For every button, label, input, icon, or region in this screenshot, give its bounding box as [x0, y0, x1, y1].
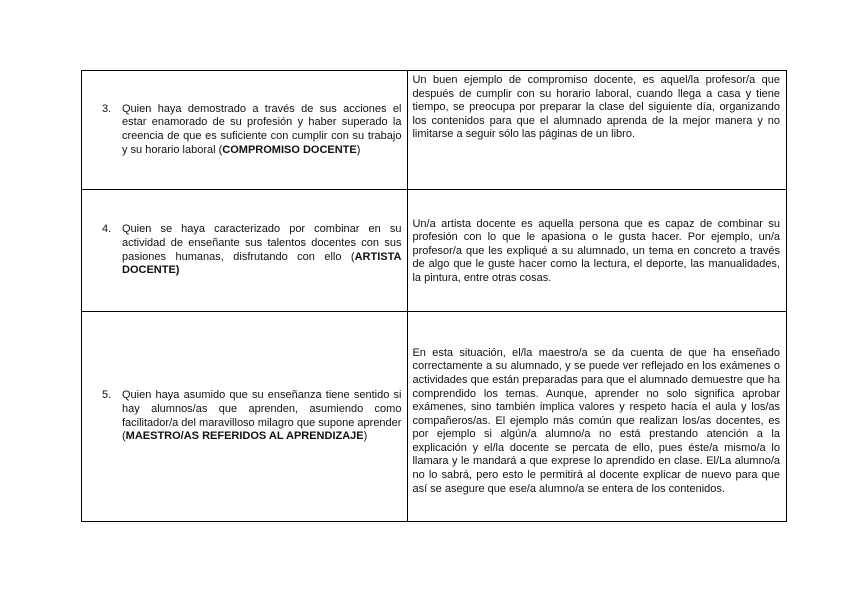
criterion-text: Quien haya asumido que su enseñanza tiene sentido si hay alumnos/as que aprenden, asumiendo como facilitador/a del maravilloso milagro que supone aprender (MAESTRO/AS REFERIDOS AL APRENDIZAJE) — [122, 389, 402, 443]
example-cell — [408, 71, 787, 190]
example-text: En esta situación, el/la maestro/a se da cuenta de que ha enseñado correctamente a su alumnado, y se puede ver reflejado en los exámenes o actividades que están preparadas para que el alumnado demuestre que ha comprendido los temas. Aunque, aprender no solo significa aprobar exámenes, sino también implica valores y respeto hacia el aula y los/as compañeros/as. El ejemplo más común que realizan los/as docentes, es por ejemplo si algún/a alumno/a no está prestando atención a la explicación y el/la docente se percata de ello, pues éste/a mismo/a lo llamara y le mandará a que exprese lo aprendido en clase. El/La alumno/a no lo sabrá, pero esto le permitirá al docente explicar de nuevo para que así se asegure que ese/a alumno/a se entera de los contenidos. — [412, 346, 780, 495]
table-row — [82, 71, 787, 190]
table-row — [82, 312, 787, 522]
criteria-table — [81, 70, 787, 522]
criterion-cell — [82, 312, 408, 522]
criterion-text: Quien haya demostrado a través de sus acciones el estar enamorado de su profesión y haber superado la creencia de que es suficiente con cumplir con su trabajo y su horario laboral (COMPROMISO DOCENTE) — [122, 102, 402, 156]
example-cell — [408, 190, 787, 312]
item-number: 5. — [102, 389, 112, 402]
criterion-keyword: ARTISTA DOCENTE) — [122, 250, 402, 277]
criterion-keyword: COMPROMISO DOCENTE — [222, 143, 357, 156]
example-cell — [408, 312, 787, 522]
example-text: Un buen ejemplo de compromiso docente, es aquel/la profesor/a que después de cumplir con su horario laboral, cuando llega a casa y tiene tiempo, se preocupa por preparar la clase del siguiente día, organizando los contenidos para que el alumnado aprenda de la mejor manera y no limitarse a seguir sólo las páginas de un libro. — [412, 74, 780, 141]
item-number: 3. — [102, 102, 112, 115]
item-number: 4. — [102, 223, 112, 236]
example-text: Un/a artista docente es aquella persona que es capaz de combinar su profesión con lo que le apasiona o le gusta hacer. Por ejemplo, un/a profesor/a que les expliqué a su alumnado, un tema en concreto a través de algo que le guste hacer como la lectura, el deporte, las manualidades, la pintura, entre otras cosas. — [412, 217, 780, 284]
criterion-text: Quien se haya caracterizado por combinar en su actividad de enseñante sus talentos docentes con sus pasiones humanas, disfrutando con ello (ARTISTA DOCENTE) — [122, 223, 402, 277]
criterion-cell — [82, 190, 408, 312]
table-row — [82, 190, 787, 312]
criterion-keyword: MAESTRO/AS REFERIDOS AL APRENDIZAJE — [125, 430, 364, 443]
criterion-cell — [82, 71, 408, 190]
